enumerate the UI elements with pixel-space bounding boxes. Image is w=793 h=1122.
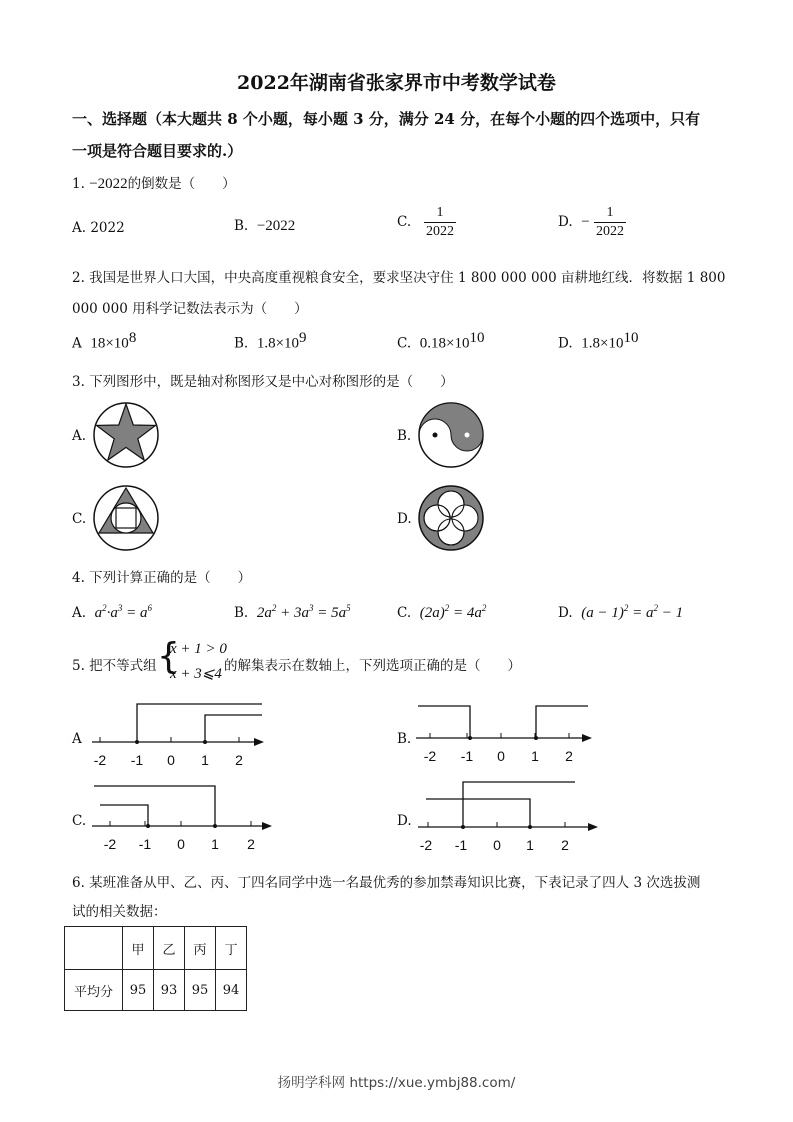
q1-option-c-fraction bbox=[424, 205, 456, 240]
q1-option-c bbox=[397, 205, 456, 240]
number-line-d bbox=[412, 772, 612, 857]
tick-label: -2 bbox=[103, 836, 117, 852]
q2-option-d bbox=[558, 330, 638, 353]
tick-label: 0 bbox=[497, 748, 505, 764]
question-2-line2: 000 000 用科学记数法表示为（ ） bbox=[72, 301, 308, 317]
table-cell: 95 bbox=[123, 970, 154, 1011]
q4-option-b-formula: $2a^2 + 3a^3 = 5a^5$ bbox=[256, 603, 351, 621]
q4-option-a bbox=[72, 603, 152, 622]
q3-option-d-label: D. bbox=[397, 511, 412, 527]
table-header-cell: 丙 bbox=[185, 927, 216, 970]
q2-option-d-label: D. bbox=[558, 335, 573, 352]
q4-option-c-formula: $(2a)^2 = 4a^2$ bbox=[419, 603, 487, 621]
q5-brace: { bbox=[157, 636, 180, 677]
q1-option-b-label: B. bbox=[234, 218, 249, 234]
tick-label: 2 bbox=[565, 748, 573, 764]
q4-option-c bbox=[397, 603, 486, 622]
q5-number: 5. 把不等式组 bbox=[72, 658, 157, 674]
question-6-line1: 6. 某班准备从甲、乙、丙、丁四名同学中选一名最优秀的参加禁毒知识比赛，下表记录了四人 3 次选拔测 bbox=[72, 875, 701, 891]
q2-option-a-exp: 8 bbox=[128, 330, 137, 346]
star-in-circle-figure bbox=[92, 401, 160, 469]
q2-option-a bbox=[72, 330, 136, 353]
q2-option-d-base: 1.8×10 bbox=[581, 335, 624, 352]
q3-option-a-label: A. bbox=[72, 428, 87, 444]
four-petal-circle-figure bbox=[417, 484, 485, 552]
q2-option-d-exp: 10 bbox=[623, 330, 639, 346]
q3-option-b-label: B. bbox=[397, 428, 412, 444]
section-header-line1: 一、选择题（本大题共 8 个小题，每小题 3 分，满分 24 分，在每个小题的四个选项中，只有 bbox=[72, 110, 701, 128]
q4-option-b-label: B. bbox=[234, 605, 249, 621]
q4-option-a-label: A. bbox=[72, 605, 87, 621]
q1-option-d-fraction bbox=[594, 205, 626, 240]
tick-label: -1 bbox=[454, 837, 468, 853]
section-header-line2: 一项是符合题目要求的.） bbox=[72, 142, 243, 160]
q4-option-d bbox=[558, 603, 683, 622]
q1-d-numerator: 1 bbox=[606, 205, 614, 220]
tick-label: 0 bbox=[167, 752, 175, 768]
tick-label: -2 bbox=[93, 752, 107, 768]
q1-c-denominator: 2022 bbox=[426, 224, 455, 239]
q2-option-a-label: A bbox=[72, 335, 82, 352]
q4-option-a-formula: $a^2\cdot a^3 = a^6$ bbox=[94, 603, 153, 621]
q2-option-c bbox=[397, 330, 484, 353]
table-cell: 94 bbox=[216, 970, 247, 1011]
tick-label: -1 bbox=[130, 752, 144, 768]
q2-option-b-label: B. bbox=[234, 335, 249, 352]
question-1-stem bbox=[72, 172, 236, 193]
scores-table bbox=[64, 926, 247, 1011]
table-row bbox=[65, 970, 247, 1011]
q5-stem-text: 的解集表示在数轴上，下列选项正确的是（ ） bbox=[224, 658, 521, 674]
table-corner-cell bbox=[65, 927, 123, 970]
table-header-cell: 甲 bbox=[123, 927, 154, 970]
triangle-square-in-circle-figure bbox=[92, 484, 160, 552]
q5-option-a-label: A bbox=[72, 731, 82, 747]
q1-stem-text: 的倒数是（ ） bbox=[127, 176, 236, 192]
q2-option-c-label: C. bbox=[397, 335, 412, 352]
question-6-line2: 试的相关数据： bbox=[72, 904, 167, 920]
q3-option-c-label: C. bbox=[72, 511, 87, 527]
q1-option-b-text: −2022 bbox=[256, 218, 296, 234]
table-header-cell: 丁 bbox=[216, 927, 247, 970]
q2-option-a-base: 18×10 bbox=[90, 335, 129, 352]
q5-option-b-label: B. bbox=[397, 731, 412, 747]
q5-option-d-label: D. bbox=[397, 813, 412, 829]
q1-option-d bbox=[558, 205, 626, 240]
q4-option-b bbox=[234, 603, 351, 622]
tick-label: 1 bbox=[211, 836, 219, 852]
tick-label: 2 bbox=[247, 836, 255, 852]
table-cell: 95 bbox=[185, 970, 216, 1011]
tick-label: 0 bbox=[177, 836, 185, 852]
q2-option-c-exp: 10 bbox=[469, 330, 485, 346]
tick-label: 2 bbox=[561, 837, 569, 853]
q1-number: 1. bbox=[72, 176, 85, 192]
number-line-a bbox=[80, 695, 280, 775]
tick-label: 1 bbox=[531, 748, 539, 764]
q5-inequality-2: x + 3⩽4 bbox=[170, 666, 222, 682]
footer-watermark[interactable]: 扬明学科网 https://xue.ymbj88.com/ bbox=[277, 1075, 516, 1091]
question-3-stem: 3. 下列图形中，既是轴对称图形又是中心对称图形的是（ ） bbox=[72, 374, 454, 390]
q1-d-denominator: 2022 bbox=[596, 224, 624, 239]
number-line-c bbox=[86, 778, 286, 858]
number-line-b bbox=[410, 695, 610, 775]
tick-label: -1 bbox=[460, 748, 474, 764]
page-title: 2022年湖南省张家界市中考数学试卷 bbox=[237, 72, 556, 94]
tick-label: 1 bbox=[526, 837, 534, 853]
q1-expression: −2022 bbox=[89, 176, 128, 192]
tick-label: 0 bbox=[493, 837, 501, 853]
q1-option-a-label: A. bbox=[72, 220, 87, 236]
table-header-row bbox=[65, 927, 247, 970]
table-cell: 93 bbox=[154, 970, 185, 1011]
q1-option-b bbox=[234, 218, 295, 235]
tick-label: 2 bbox=[235, 752, 243, 768]
q1-option-d-label: D. bbox=[558, 214, 573, 230]
q2-option-b-base: 1.8×10 bbox=[256, 335, 300, 352]
q1-option-a-text: 2022 bbox=[90, 220, 125, 236]
q5-inequality-1: x + 1 > 0 bbox=[170, 641, 227, 657]
q4-option-d-formula: $(a - 1)^2 = a^2 - 1$ bbox=[581, 603, 684, 621]
question-4-stem: 4. 下列计算正确的是（ ） bbox=[72, 570, 252, 586]
q1-option-c-label: C. bbox=[397, 214, 412, 230]
q1-c-numerator: 1 bbox=[436, 205, 444, 220]
q2-option-b-exp: 9 bbox=[299, 330, 307, 346]
tick-label: -1 bbox=[138, 836, 152, 852]
tick-label: -2 bbox=[423, 748, 437, 764]
q1-option-a bbox=[72, 220, 125, 236]
q4-option-c-label: C. bbox=[397, 605, 412, 621]
tick-label: -2 bbox=[419, 837, 433, 853]
q1-d-sign: − bbox=[581, 214, 590, 230]
table-header-cell: 乙 bbox=[154, 927, 185, 970]
q5-option-c-label: C. bbox=[72, 813, 87, 829]
yin-yang-figure bbox=[417, 401, 485, 469]
q4-option-d-label: D. bbox=[558, 605, 573, 621]
tick-label: 1 bbox=[201, 752, 209, 768]
question-2-line1: 2. 我国是世界人口大国，中央高度重视粮食安全，要求坚决守住 1 800 000 000 亩耕地红线．将数据 1 800 bbox=[72, 270, 726, 286]
q2-option-b bbox=[234, 330, 307, 353]
q2-option-c-base: 0.18×10 bbox=[419, 335, 470, 352]
table-row-label: 平均分 bbox=[65, 970, 123, 1011]
